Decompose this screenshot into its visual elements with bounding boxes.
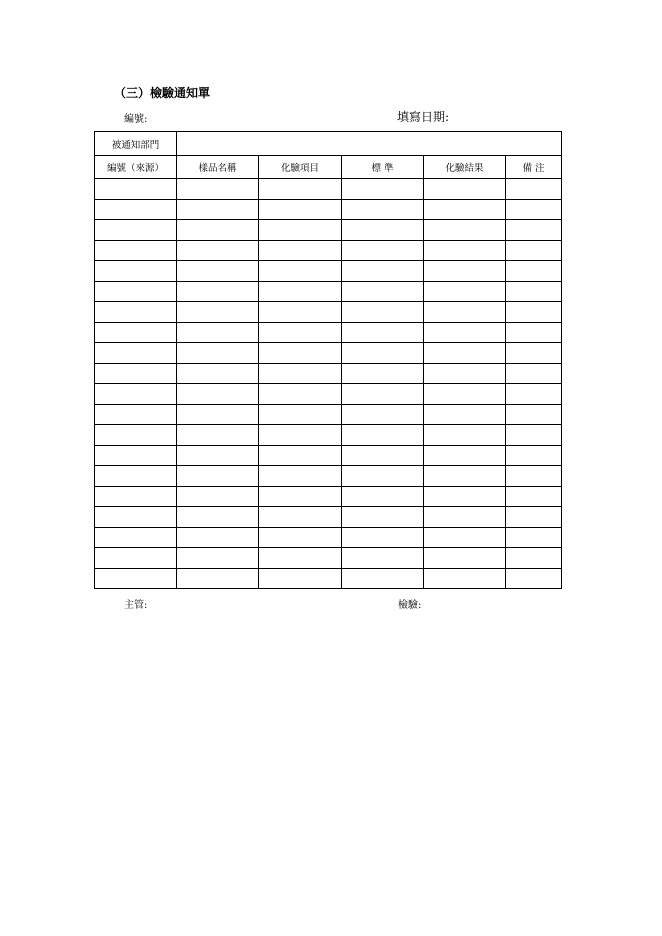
cell-test-item[interactable] [259, 507, 342, 528]
cell-number-source[interactable] [95, 404, 177, 425]
cell-remarks[interactable] [506, 548, 562, 569]
cell-remarks[interactable] [506, 240, 562, 261]
table-row [95, 199, 562, 220]
table-row [95, 466, 562, 487]
column-header-number-source: 編號（來源） [95, 156, 177, 179]
cell-number-source[interactable] [95, 548, 177, 569]
table-row [95, 404, 562, 425]
cell-remarks[interactable] [506, 507, 562, 528]
cell-sample-name[interactable] [177, 384, 259, 405]
cell-sample-name[interactable] [177, 445, 259, 466]
cell-number-source[interactable] [95, 343, 177, 364]
cell-test-result[interactable] [424, 445, 506, 466]
table-row [95, 363, 562, 384]
cell-test-item[interactable] [259, 445, 342, 466]
cell-test-item[interactable] [259, 179, 342, 200]
cell-number-source[interactable] [95, 302, 177, 323]
cell-standard[interactable] [342, 179, 424, 200]
cell-test-item[interactable] [259, 548, 342, 569]
cell-sample-name[interactable] [177, 261, 259, 282]
cell-test-item[interactable] [259, 261, 342, 282]
cell-sample-name[interactable] [177, 281, 259, 302]
cell-sample-name[interactable] [177, 548, 259, 569]
cell-standard[interactable] [342, 527, 424, 548]
cell-sample-name[interactable] [177, 404, 259, 425]
cell-remarks[interactable] [506, 404, 562, 425]
cell-number-source[interactable] [95, 384, 177, 405]
table-row [95, 568, 562, 589]
cell-test-item[interactable] [259, 302, 342, 323]
cell-standard[interactable] [342, 343, 424, 364]
cell-test-result[interactable] [424, 240, 506, 261]
table-row [95, 179, 562, 200]
cell-number-source[interactable] [95, 445, 177, 466]
cell-standard[interactable] [342, 445, 424, 466]
cell-remarks[interactable] [506, 179, 562, 200]
cell-remarks[interactable] [506, 302, 562, 323]
cell-remarks[interactable] [506, 261, 562, 282]
cell-number-source[interactable] [95, 568, 177, 589]
cell-test-result[interactable] [424, 363, 506, 384]
cell-remarks[interactable] [506, 343, 562, 364]
cell-number-source[interactable] [95, 486, 177, 507]
cell-test-item[interactable] [259, 363, 342, 384]
table-row [95, 384, 562, 405]
cell-remarks[interactable] [506, 445, 562, 466]
cell-standard[interactable] [342, 404, 424, 425]
cell-test-item[interactable] [259, 466, 342, 487]
cell-standard[interactable] [342, 302, 424, 323]
cell-number-source[interactable] [95, 322, 177, 343]
cell-number-source[interactable] [95, 363, 177, 384]
cell-standard[interactable] [342, 425, 424, 446]
column-header-row [95, 156, 562, 179]
cell-sample-name[interactable] [177, 486, 259, 507]
cell-test-result[interactable] [424, 179, 506, 200]
cell-test-result[interactable] [424, 220, 506, 241]
cell-test-item[interactable] [259, 486, 342, 507]
cell-sample-name[interactable] [177, 343, 259, 364]
cell-test-item[interactable] [259, 322, 342, 343]
cell-test-result[interactable] [424, 261, 506, 282]
cell-remarks[interactable] [506, 199, 562, 220]
cell-remarks[interactable] [506, 466, 562, 487]
cell-number-source[interactable] [95, 507, 177, 528]
cell-test-item[interactable] [259, 343, 342, 364]
cell-remarks[interactable] [506, 281, 562, 302]
table-row [95, 220, 562, 241]
cell-remarks[interactable] [506, 425, 562, 446]
cell-number-source[interactable] [95, 425, 177, 446]
cell-number-source[interactable] [95, 261, 177, 282]
cell-sample-name[interactable] [177, 220, 259, 241]
cell-number-source[interactable] [95, 199, 177, 220]
cell-test-result[interactable] [424, 548, 506, 569]
cell-standard[interactable] [342, 384, 424, 405]
fill-date-label: 填寫日期: [397, 110, 450, 124]
table-row [95, 322, 562, 343]
table-row [95, 507, 562, 528]
cell-sample-name[interactable] [177, 302, 259, 323]
table-row [95, 343, 562, 364]
cell-test-result[interactable] [424, 507, 506, 528]
column-header-sample-name: 樣品名稱 [177, 156, 259, 179]
table-row [95, 486, 562, 507]
department-label: 被通知部門 [95, 132, 177, 156]
cell-test-result[interactable] [424, 466, 506, 487]
column-header-test-result: 化驗結果 [424, 156, 506, 179]
table-row [95, 261, 562, 282]
cell-test-result[interactable] [424, 527, 506, 548]
cell-test-item[interactable] [259, 281, 342, 302]
table-row [95, 425, 562, 446]
cell-sample-name[interactable] [177, 179, 259, 200]
cell-test-result[interactable] [424, 404, 506, 425]
department-field[interactable] [177, 132, 562, 156]
cell-test-item[interactable] [259, 220, 342, 241]
cell-standard[interactable] [342, 261, 424, 282]
cell-sample-name[interactable] [177, 199, 259, 220]
cell-test-item[interactable] [259, 199, 342, 220]
cell-sample-name[interactable] [177, 527, 259, 548]
cell-test-item[interactable] [259, 384, 342, 405]
cell-test-result[interactable] [424, 384, 506, 405]
cell-test-result[interactable] [424, 281, 506, 302]
inspector-label: 檢驗: [398, 600, 422, 611]
cell-remarks[interactable] [506, 486, 562, 507]
cell-test-item[interactable] [259, 568, 342, 589]
cell-number-source[interactable] [95, 179, 177, 200]
cell-test-result[interactable] [424, 486, 506, 507]
cell-standard[interactable] [342, 548, 424, 569]
cell-standard[interactable] [342, 220, 424, 241]
cell-test-item[interactable] [259, 240, 342, 261]
inspection-notice-table [94, 131, 562, 589]
table-row [95, 281, 562, 302]
cell-sample-name[interactable] [177, 240, 259, 261]
cell-remarks[interactable] [506, 527, 562, 548]
cell-test-result[interactable] [424, 199, 506, 220]
cell-standard[interactable] [342, 568, 424, 589]
table-row [95, 527, 562, 548]
cell-test-result[interactable] [424, 425, 506, 446]
cell-number-source[interactable] [95, 527, 177, 548]
table-row [95, 302, 562, 323]
column-header-standard: 標 準 [342, 156, 424, 179]
column-header-remarks: 備 注 [506, 156, 562, 179]
supervisor-label: 主管: [124, 600, 148, 611]
department-row [95, 132, 562, 156]
cell-sample-name[interactable] [177, 322, 259, 343]
cell-test-result[interactable] [424, 568, 506, 589]
cell-standard[interactable] [342, 486, 424, 507]
cell-remarks[interactable] [506, 363, 562, 384]
cell-standard[interactable] [342, 281, 424, 302]
cell-remarks[interactable] [506, 384, 562, 405]
table-row [95, 445, 562, 466]
cell-sample-name[interactable] [177, 425, 259, 446]
cell-number-source[interactable] [95, 466, 177, 487]
cell-number-source[interactable] [95, 220, 177, 241]
cell-sample-name[interactable] [177, 363, 259, 384]
cell-test-item[interactable] [259, 425, 342, 446]
cell-number-source[interactable] [95, 281, 177, 302]
cell-test-item[interactable] [259, 404, 342, 425]
cell-remarks[interactable] [506, 322, 562, 343]
cell-remarks[interactable] [506, 568, 562, 589]
column-header-test-item: 化驗項目 [259, 156, 342, 179]
cell-standard[interactable] [342, 199, 424, 220]
table-row [95, 548, 562, 569]
cell-test-result[interactable] [424, 302, 506, 323]
cell-standard[interactable] [342, 240, 424, 261]
cell-test-result[interactable] [424, 343, 506, 364]
cell-sample-name[interactable] [177, 466, 259, 487]
cell-standard[interactable] [342, 322, 424, 343]
cell-standard[interactable] [342, 466, 424, 487]
cell-test-result[interactable] [424, 322, 506, 343]
cell-standard[interactable] [342, 507, 424, 528]
cell-sample-name[interactable] [177, 568, 259, 589]
table-row [95, 240, 562, 261]
cell-test-item[interactable] [259, 527, 342, 548]
cell-sample-name[interactable] [177, 507, 259, 528]
cell-number-source[interactable] [95, 240, 177, 261]
cell-remarks[interactable] [506, 220, 562, 241]
form-title: （三）檢驗通知單 [114, 86, 211, 100]
cell-standard[interactable] [342, 363, 424, 384]
number-label: 編號: [124, 114, 148, 125]
